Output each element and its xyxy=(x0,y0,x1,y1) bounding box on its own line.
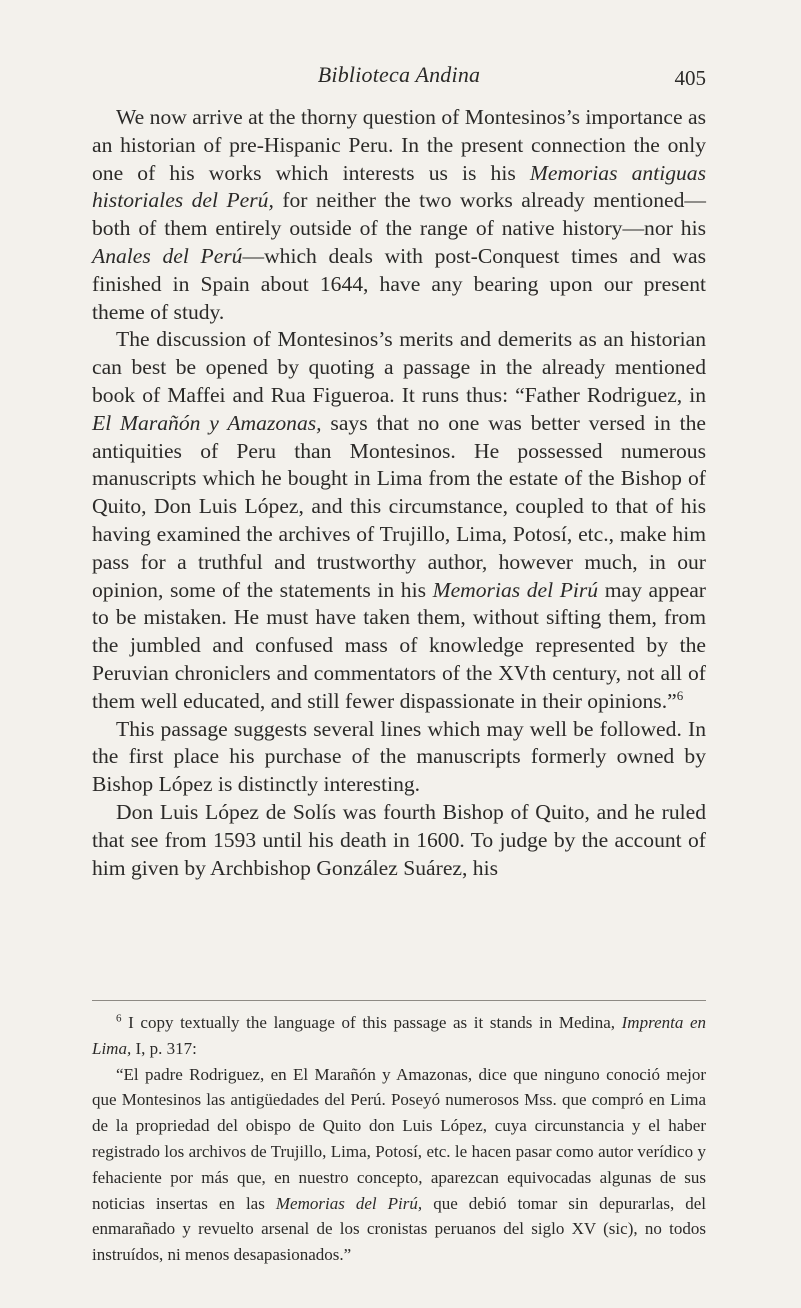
footnote-text-b: I, p. 317: xyxy=(131,1038,197,1058)
paragraph-1 xyxy=(92,104,706,326)
footnote-paragraph-2 xyxy=(92,1062,706,1268)
paragraph-2-text-b: says that no one was better versed in the antiquities of Peru than Montesinos. He possessed numerous manuscripts which he bought in Lima from the estate of the Bishop of Quito, Don Luis López, and this circumstance, coupled to that of his having examined the archives of Trujillo, Lima, Potosí, etc., make him pass for a truthful and trustworthy author, however much, in our opinion, some of the statements in his xyxy=(92,410,706,602)
footnote-text-a: I copy textually the language of this passage as it stands in Medina, xyxy=(121,1013,622,1032)
footnote-quote-a: “El padre Rodriguez, en El Marañón y Amazonas, dice que ninguno conoció mejor que Montesinos las antigüedades del Perú. Poseyó numerosos Mss. que compró en Lima de la propriedad del obispo de Quito don Luis López, cuya circunstancia y el haber registrado los archivos de Trujillo, Lima, Potosí, etc. le hacen pasar como autor verídico y fehaciente por más que, en nuestro concepto, aparezcan equivocadas algunas de sus noticias insertas en las xyxy=(92,1064,706,1213)
title-memorias-del-piru: Memorias del Pirú xyxy=(432,577,599,602)
paragraph-2-text-a: The discussion of Montesinos’s merits and demerits as an historian can best be opened by quoting a passage in the already mentioned book of Maffei and Rua Figueroa. It runs thus: “Father Rodriguez, in xyxy=(92,327,706,407)
footnote-quote-b: que debió tomar sin depurarlas, del enmarañado y revuelto arsenal de los cronistas peruanos del siglo XV (sic), no todos instruídos, ni menos desapasionados.” xyxy=(92,1193,706,1265)
footnote xyxy=(92,1010,706,1268)
paragraph-3: This passage suggests several lines which may well be followed. In the first place his purchase of the manuscripts formerly owned by Bishop López is distinctly interesting. xyxy=(92,716,706,797)
title-anales-del-peru: Anales del Perú xyxy=(92,243,243,268)
page-header xyxy=(92,62,706,96)
page-number: 405 xyxy=(674,66,706,90)
title-el-maranon: El Marañón y Amazonas, xyxy=(92,410,322,435)
paragraph-1-text-a: We now arrive at the thorny question of Montesinos’s importance as an historian of pre-Hispanic Peru. In the present connection the only one of his works which interests us is his xyxy=(92,105,706,185)
footnote-reference[interactable]: 6 xyxy=(676,687,684,703)
footnote-paragraph-1 xyxy=(92,1010,706,1062)
footnote-rule xyxy=(92,1000,706,1001)
footnote-title-imprenta: Imprenta en Lima, xyxy=(92,1013,706,1058)
paragraph-1-text-b: for neither the two works already mentioned—both of them entirely outside of the range of native history—nor his xyxy=(92,188,707,241)
body-text xyxy=(92,104,706,882)
paragraph-1-text-c: —which deals with post-Conquest times and was finished in Spain about 1644, have any bearing upon our present theme of study. xyxy=(92,243,706,324)
title-memorias-antiguas: Memorias antiguas historiales del Perú, xyxy=(92,160,706,213)
footnote-title-memorias: Memorias del Pirú, xyxy=(275,1193,423,1213)
paragraph-2 xyxy=(92,326,706,715)
footnote-mark: 6 xyxy=(116,1012,122,1025)
paragraph-2-text-c: may appear to be mistaken. He must have taken them, without sifting them, from the jumbled and confused mass of knowledge represented by the Peruvian chroniclers and commentators of the XVth century, not all of them well educated, and still fewer dispassionate in their opinions.” xyxy=(92,577,706,713)
paragraph-4: Don Luis López de Solís was fourth Bishop of Quito, and he ruled that see from 1593 until his death in 1600. To judge by the account of him given by Archbishop González Suárez, his xyxy=(92,799,706,880)
running-head: Biblioteca Andina xyxy=(317,62,481,87)
